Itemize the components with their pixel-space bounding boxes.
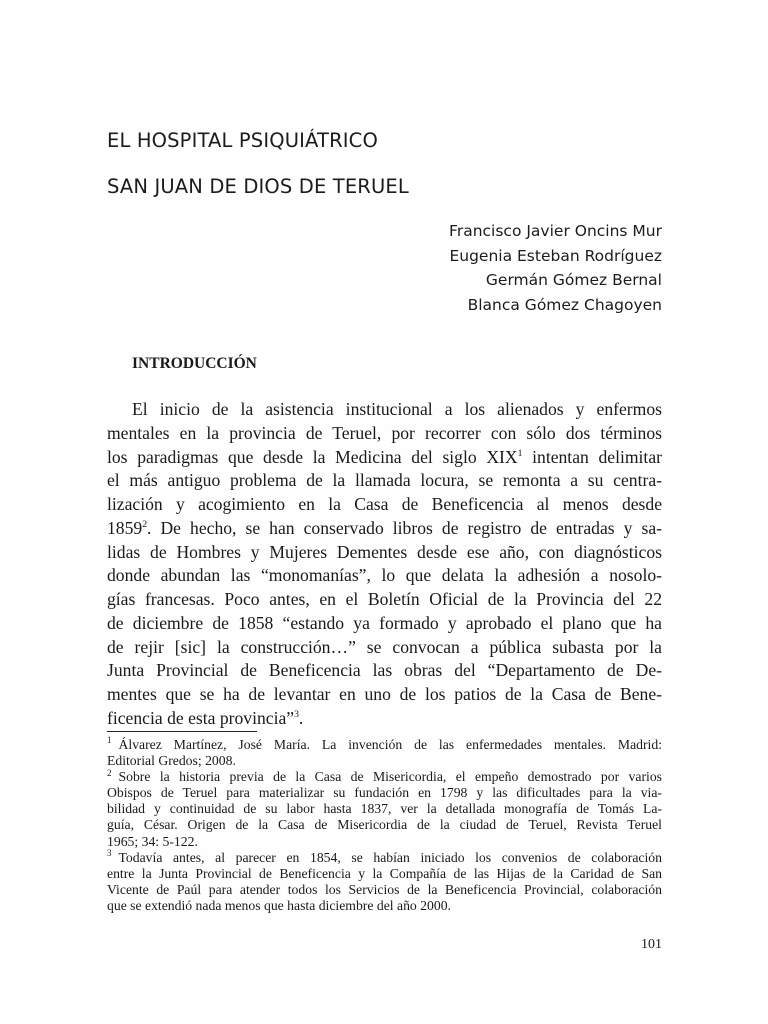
footnote-ref: 3: [294, 708, 299, 720]
text-line: lidas de Hombres y Mujeres Dementes desde ese año, con diagnósticos: [107, 541, 662, 562]
footnote-line: que se extendió nada menos que hasta diciembre del año 2000.: [107, 897, 451, 913]
text-line: ficencia de esta provincia”$^3$.: [107, 707, 304, 728]
text-line: gías francesas. Poco antes, en el Boletín Oficial de la Provincia del 22: [107, 589, 662, 609]
footnote-number: 3: [107, 848, 112, 859]
footnote-line: Editorial Gredos; 2008.: [107, 753, 236, 769]
footnotes: [107, 737, 662, 914]
footnote-number: 2: [107, 767, 112, 778]
footnote-divider: [107, 731, 257, 732]
text-line: de diciembre de 1858 “estando ya formado y aprobado el plano que ha: [107, 612, 662, 633]
footnote-line: $^3$ Todavía antes, al parecer en 1854, se habían iniciado los convenios de colaboración: [107, 848, 662, 865]
author-name: Blanca Gómez Chagoyen: [467, 295, 662, 314]
text-line: los paradigmas que desde la Medicina del siglo XIX$^1$ intentan delimitar: [107, 446, 662, 467]
text-line: lización y acogimiento en la Casa de Beneficencia al menos desde: [107, 494, 662, 514]
footnote-line: 1965; 34: 5-122.: [107, 833, 198, 849]
section-heading: INTRODUCCIÓN: [132, 355, 257, 372]
document-page: [107, 0, 662, 1024]
footnote-line: bilidad y continuidad de su labor hasta 1837, ver la detallada monografía de Tomás La-: [107, 801, 662, 817]
author-name: Germán Gómez Bernal: [485, 271, 662, 289]
footnote-line: entre la Junta Provincial de Beneficencia y la Compañía de las Hijas de la Caridad de San: [107, 865, 662, 881]
page-number: 101: [641, 937, 662, 952]
footnote-number: 1: [107, 735, 112, 746]
text-line: el más antiguo problema de la llamada locura, se remonta a su centra-: [107, 470, 662, 491]
footnote-line: $^2$ Sobre la historia previa de la Casa de Misericordia, el empeño demostrado por varios: [107, 767, 662, 785]
author-name: Eugenia Esteban Rodríguez: [449, 246, 662, 265]
title-line-1: EL HOSPITAL PSIQUIÁTRICO: [107, 129, 378, 152]
footnote-line: $^1$ Álvarez Martínez, José María. La invención de las enfermedades mentales. Madrid:: [107, 735, 662, 752]
author-name: Francisco Javier Oncins Mur: [449, 222, 662, 240]
body-paragraph: [107, 398, 662, 731]
footnote-ref: 1: [517, 447, 523, 459]
text-line: mentales en la provincia de Teruel, por recorrer con sólo dos términos: [107, 422, 662, 443]
text-line: Junta Provincial de Beneficencia las obras del “Departamento de De-: [107, 660, 662, 681]
title-line-2: SAN JUAN DE DIOS DE TERUEL: [107, 175, 409, 198]
footnote-ref: 2: [142, 518, 148, 530]
footnote-line: guía, César. Origen de la Casa de Misericordia de la ciudad de Teruel, Revista Teruel: [107, 817, 662, 833]
footnote-line: Obispos de Teruel para materializar su fundación en 1798 y las dificultades para la via-: [107, 785, 662, 801]
author-list: [449, 219, 662, 317]
text-line: donde abundan las “monomanías”, lo que delata la adhesión a nosolo-: [107, 565, 662, 586]
text-line: de rejir [sic] la construcción…” se convocan a pública subasta por la: [107, 636, 662, 657]
text-line: 1859$^2$. De hecho, se han conservado libros de registro de entradas y sa-: [107, 517, 662, 538]
text-line: El inicio de la asistencia institucional a los alienados y enfermos: [132, 399, 662, 419]
text-line: mentes que se ha de levantar en uno de los patios de la Casa de Bene-: [107, 684, 662, 704]
footnote-line: Vicente de Paúl para atender todos los Servicios de la Beneficencia Provincial, colaboración: [107, 881, 662, 897]
